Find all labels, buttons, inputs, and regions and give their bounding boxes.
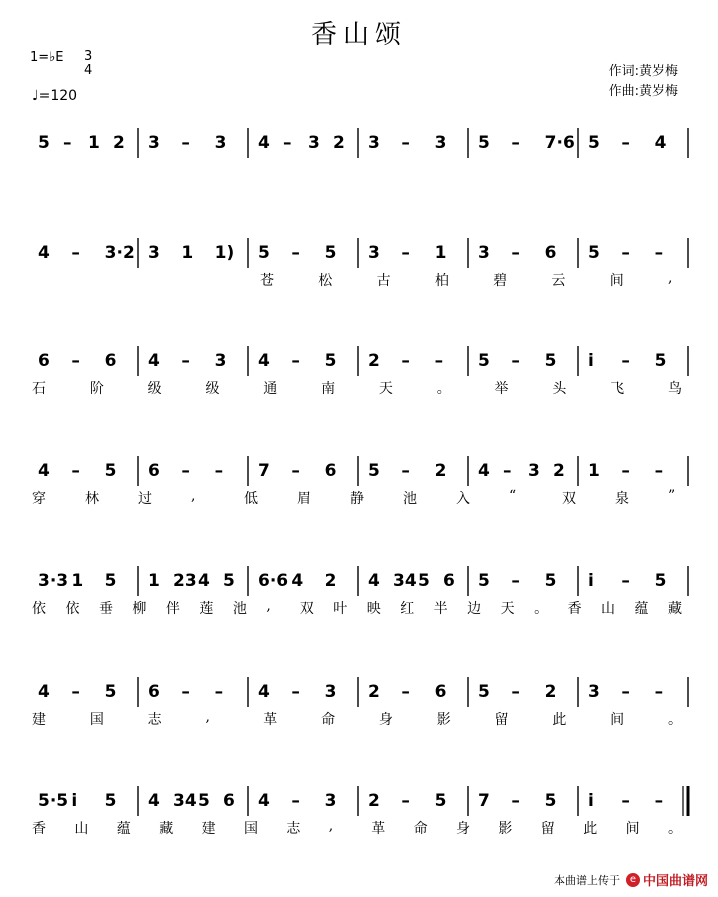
note: 1 — [71, 571, 84, 591]
lyric-char: 留 — [494, 712, 509, 728]
note: 1 — [181, 243, 194, 263]
note: 2 — [544, 682, 557, 702]
lyrics-row — [32, 378, 692, 402]
lyric-char: , — [328, 818, 334, 834]
lyric-char: 松 — [318, 273, 333, 289]
note: 5 — [478, 133, 490, 153]
note: 1 — [588, 461, 600, 481]
lyric-char: 阶 — [89, 381, 104, 397]
note: 3·3 — [38, 571, 69, 591]
lyric-char: 香 — [32, 821, 46, 837]
note: – — [654, 791, 664, 811]
note: 2 — [368, 791, 380, 811]
lyric-char: 穿 — [32, 491, 46, 507]
note: i — [588, 571, 594, 591]
note: – — [434, 351, 444, 371]
note: 3 — [148, 133, 160, 153]
note: – — [181, 682, 190, 702]
notes-svg — [30, 456, 698, 486]
lyric-char: “ — [509, 488, 517, 504]
note: 3 — [324, 682, 337, 702]
lyric-char: 双 — [562, 491, 576, 507]
system-1 — [0, 128, 718, 188]
lyric-char: 留 — [540, 821, 555, 837]
note: 3 — [478, 243, 490, 263]
lyric-char: 眉 — [297, 491, 311, 507]
notes-svg — [30, 566, 698, 596]
note: 34 — [173, 791, 197, 811]
lyric-char: 石 — [32, 381, 46, 397]
note: 4 — [368, 571, 380, 591]
lyric-char: 天 — [378, 381, 393, 397]
note: 3 — [308, 133, 320, 153]
footer — [554, 870, 708, 889]
note: – — [621, 243, 630, 263]
lyric-char: , — [205, 709, 210, 725]
lyric-char: 蕴 — [634, 601, 649, 617]
note: – — [181, 351, 190, 371]
note: 4 — [291, 571, 304, 591]
note: 4 — [478, 461, 490, 481]
system-4 — [0, 456, 718, 516]
lyric-char: 此 — [552, 712, 567, 728]
key-label: 1= — [30, 50, 50, 65]
note: – — [654, 682, 664, 702]
note: 1) — [214, 243, 235, 263]
lyric-char: 国 — [89, 712, 104, 728]
note: 2 — [368, 351, 380, 371]
lyric-char: 影 — [498, 821, 513, 837]
note: 7 — [258, 461, 270, 481]
note: 3 — [528, 461, 540, 481]
lyric-char: 命 — [413, 821, 428, 837]
note: 2 — [324, 571, 337, 591]
note: 6 — [544, 243, 557, 263]
note: 7·6 — [544, 133, 575, 153]
note: 5 — [478, 571, 490, 591]
note: – — [401, 133, 410, 153]
lyrics-row — [32, 818, 692, 842]
lyric-char: 志 — [286, 821, 301, 837]
lyric-char: 伴 — [165, 601, 180, 617]
note: – — [214, 682, 224, 702]
lyric-char: 志 — [147, 712, 162, 728]
lyric-char: 身 — [456, 821, 470, 837]
note: 5 — [38, 133, 50, 153]
lyric-char: 鸟 — [668, 381, 682, 397]
lyric-char: 云 — [551, 273, 566, 289]
note: 5 — [223, 571, 235, 591]
lyric-char: 映 — [366, 601, 381, 617]
note: – — [621, 133, 630, 153]
note: – — [511, 682, 520, 702]
note: 6 — [223, 791, 235, 811]
lyric-char: 级 — [147, 381, 162, 397]
note: 6 — [443, 571, 455, 591]
note: – — [291, 243, 300, 263]
note: 4 — [38, 682, 50, 702]
lyric-char: 入 — [456, 491, 470, 507]
system-3 — [0, 346, 718, 406]
lyric-char: 。 — [534, 601, 549, 617]
note: 5 — [434, 791, 447, 811]
note: 5 — [198, 791, 210, 811]
lyric-char: 柳 — [132, 601, 147, 617]
note: i — [588, 791, 594, 811]
lyrics-row — [32, 270, 692, 294]
lyric-char: 山 — [74, 821, 89, 837]
note: 34 — [393, 571, 417, 591]
notes-row — [30, 128, 690, 158]
note: – — [71, 351, 80, 371]
note: 2 — [368, 682, 380, 702]
lyric-char: 间 — [610, 712, 625, 728]
lyric-char: 静 — [350, 491, 364, 507]
quarter-note-icon: ♩ — [32, 88, 39, 104]
lyric-char: , — [191, 488, 196, 504]
note: 5 — [368, 461, 380, 481]
note: – — [71, 243, 80, 263]
lyric-char: 天 — [500, 601, 515, 617]
lyric-char: 影 — [436, 712, 451, 728]
site-logo — [626, 870, 708, 889]
system-2 — [0, 238, 718, 298]
lyric-char: 古 — [376, 273, 391, 289]
lyric-char: 碧 — [493, 273, 508, 289]
key-sig: ♭E — [49, 50, 64, 65]
note: 6 — [148, 461, 160, 481]
lyric-char: 通 — [263, 381, 278, 397]
notes-svg — [30, 238, 698, 268]
lyric-char: 莲 — [199, 601, 214, 617]
note: 3 — [214, 133, 227, 153]
note: – — [621, 791, 630, 811]
note: 6 — [324, 461, 337, 481]
lyric-char: 依 — [65, 601, 80, 617]
note: i — [71, 791, 78, 811]
note: 4 — [258, 791, 270, 811]
note: 5 — [588, 243, 600, 263]
note: – — [511, 351, 520, 371]
note: 3·2 — [104, 243, 135, 263]
note: – — [401, 243, 410, 263]
note: 4 — [38, 243, 50, 263]
note: – — [63, 133, 72, 153]
composer: 作曲:黄岁梅 — [608, 84, 678, 99]
note: 5 — [544, 351, 557, 371]
notes-row — [30, 786, 690, 816]
note: 2 — [553, 461, 565, 481]
lyric-char: 过 — [138, 491, 152, 507]
lyricist: 作词:黄岁梅 — [608, 64, 678, 79]
lyric-char: 叶 — [333, 601, 348, 617]
note: 23 — [173, 571, 197, 591]
time-numerator: 3 — [84, 49, 93, 64]
lyric-char: 南 — [321, 381, 336, 397]
note: 5 — [478, 351, 490, 371]
system-5 — [0, 566, 718, 626]
note: – — [654, 461, 664, 481]
lyrics-row — [32, 598, 692, 622]
note: 1 — [148, 571, 160, 591]
note: – — [291, 682, 300, 702]
note: 3 — [214, 351, 227, 371]
note: – — [181, 133, 190, 153]
note: 5 — [104, 461, 117, 481]
lyric-char: 藏 — [159, 821, 174, 837]
lyric-char: 林 — [85, 491, 99, 507]
note: – — [621, 571, 630, 591]
note: 5 — [588, 133, 600, 153]
note: 7 — [478, 791, 490, 811]
note: 4 — [198, 571, 210, 591]
lyric-char: 。 — [668, 712, 682, 728]
note: 2 — [333, 133, 345, 153]
logo-icon: e — [626, 873, 640, 887]
note: – — [511, 571, 520, 591]
lyrics-row — [32, 160, 692, 184]
notes-row — [30, 346, 690, 376]
lyric-char: 此 — [583, 821, 598, 837]
notes-row — [30, 677, 690, 707]
note: 4 — [148, 351, 160, 371]
note: 6 — [38, 351, 50, 371]
note: 4 — [148, 791, 160, 811]
system-7 — [0, 786, 718, 846]
note: – — [654, 243, 664, 263]
lyric-char: 级 — [205, 381, 220, 397]
notes-svg — [30, 128, 698, 158]
note: – — [511, 791, 520, 811]
note: 5 — [324, 351, 337, 371]
note: – — [291, 791, 300, 811]
lyric-char: 柏 — [434, 273, 449, 289]
note: 5 — [324, 243, 337, 263]
note: 1 — [88, 133, 100, 153]
lyric-char: 边 — [467, 601, 482, 617]
note: i — [588, 351, 594, 371]
lyric-char: 泉 — [615, 491, 629, 507]
note: 5 — [418, 571, 430, 591]
note: 3 — [148, 243, 160, 263]
note: 4 — [654, 133, 667, 153]
note: 5 — [104, 571, 117, 591]
lyric-char: 苍 — [260, 273, 274, 289]
lyric-char: 红 — [400, 601, 415, 617]
notes-svg — [30, 786, 698, 816]
song-title: 香山颂 — [310, 20, 407, 50]
note: 6·6 — [258, 571, 289, 591]
note: 4 — [258, 682, 270, 702]
note: 3 — [324, 791, 337, 811]
note: – — [283, 133, 292, 153]
lyric-char: 飞 — [610, 381, 625, 397]
lyric-char: 革 — [263, 712, 278, 728]
lyric-char: 池 — [232, 601, 247, 617]
lyric-char: 。 — [668, 821, 682, 837]
note: 5 — [478, 682, 490, 702]
note: – — [291, 461, 300, 481]
lyric-char: 山 — [601, 601, 616, 617]
note: 4 — [258, 133, 270, 153]
note: – — [621, 682, 630, 702]
note: – — [401, 791, 410, 811]
lyric-char: 半 — [433, 601, 448, 617]
note: – — [511, 133, 520, 153]
note: – — [291, 351, 300, 371]
note: 6 — [434, 682, 447, 702]
lyric-char: 藏 — [668, 601, 682, 617]
notes-svg — [30, 346, 698, 376]
note: 5 — [544, 791, 557, 811]
note: – — [401, 351, 410, 371]
note: 6 — [104, 351, 117, 371]
note: – — [503, 461, 512, 481]
lyric-char: 建 — [32, 712, 46, 728]
lyrics-row — [32, 709, 692, 733]
lyric-char: 低 — [244, 491, 258, 507]
lyric-char: , — [266, 598, 271, 614]
system-6 — [0, 677, 718, 737]
lyric-char: , — [668, 270, 673, 286]
note: – — [71, 682, 80, 702]
note: 5 — [104, 682, 117, 702]
lyric-char: 垂 — [98, 601, 113, 617]
note: – — [214, 461, 224, 481]
note: 5 — [104, 791, 117, 811]
note: 3 — [368, 243, 380, 263]
note: 6 — [148, 682, 160, 702]
lyric-char: 革 — [371, 821, 386, 837]
note: – — [401, 682, 410, 702]
note: 4 — [38, 461, 50, 481]
lyric-char: 双 — [299, 601, 314, 617]
note: 5·5 — [38, 791, 69, 811]
note: 5 — [654, 571, 667, 591]
notes-row — [30, 456, 690, 486]
note: 5 — [654, 351, 667, 371]
note: 3 — [434, 133, 447, 153]
lyric-char: 香 — [567, 601, 582, 617]
lyrics-row — [32, 488, 692, 512]
time-denominator: 4 — [84, 63, 93, 78]
note: – — [621, 351, 630, 371]
lyric-char: 身 — [378, 712, 393, 728]
lyric-char: 池 — [403, 491, 417, 507]
notes-row — [30, 238, 690, 268]
lyric-char: 。 — [436, 381, 451, 397]
note: 4 — [258, 351, 270, 371]
tempo-value: =120 — [38, 88, 78, 104]
note: – — [71, 461, 80, 481]
note: – — [511, 243, 520, 263]
note: 3 — [368, 133, 380, 153]
note: – — [181, 461, 190, 481]
note: – — [621, 461, 630, 481]
lyric-char: 蕴 — [116, 821, 131, 837]
lyric-char: 依 — [32, 601, 46, 617]
lyric-char: ” — [668, 488, 676, 504]
lyric-char: 间 — [609, 273, 624, 289]
lyric-char: 举 — [494, 381, 509, 397]
lyric-char: 国 — [244, 821, 258, 837]
note: – — [401, 461, 410, 481]
upload-text: 本曲谱上传于 — [553, 873, 620, 887]
note: 5 — [258, 243, 270, 263]
note: 2 — [434, 461, 447, 481]
note: 5 — [544, 571, 557, 591]
note: 3 — [588, 682, 600, 702]
lyric-char: 建 — [201, 821, 216, 837]
lyric-char: 头 — [552, 381, 567, 397]
site-name: 中国曲谱网 — [642, 874, 708, 889]
notes-row — [30, 566, 690, 596]
note: 2 — [113, 133, 125, 153]
note: 1 — [434, 243, 447, 263]
lyric-char: 命 — [321, 712, 336, 728]
lyric-char: 间 — [625, 821, 640, 837]
notes-svg — [30, 677, 698, 707]
